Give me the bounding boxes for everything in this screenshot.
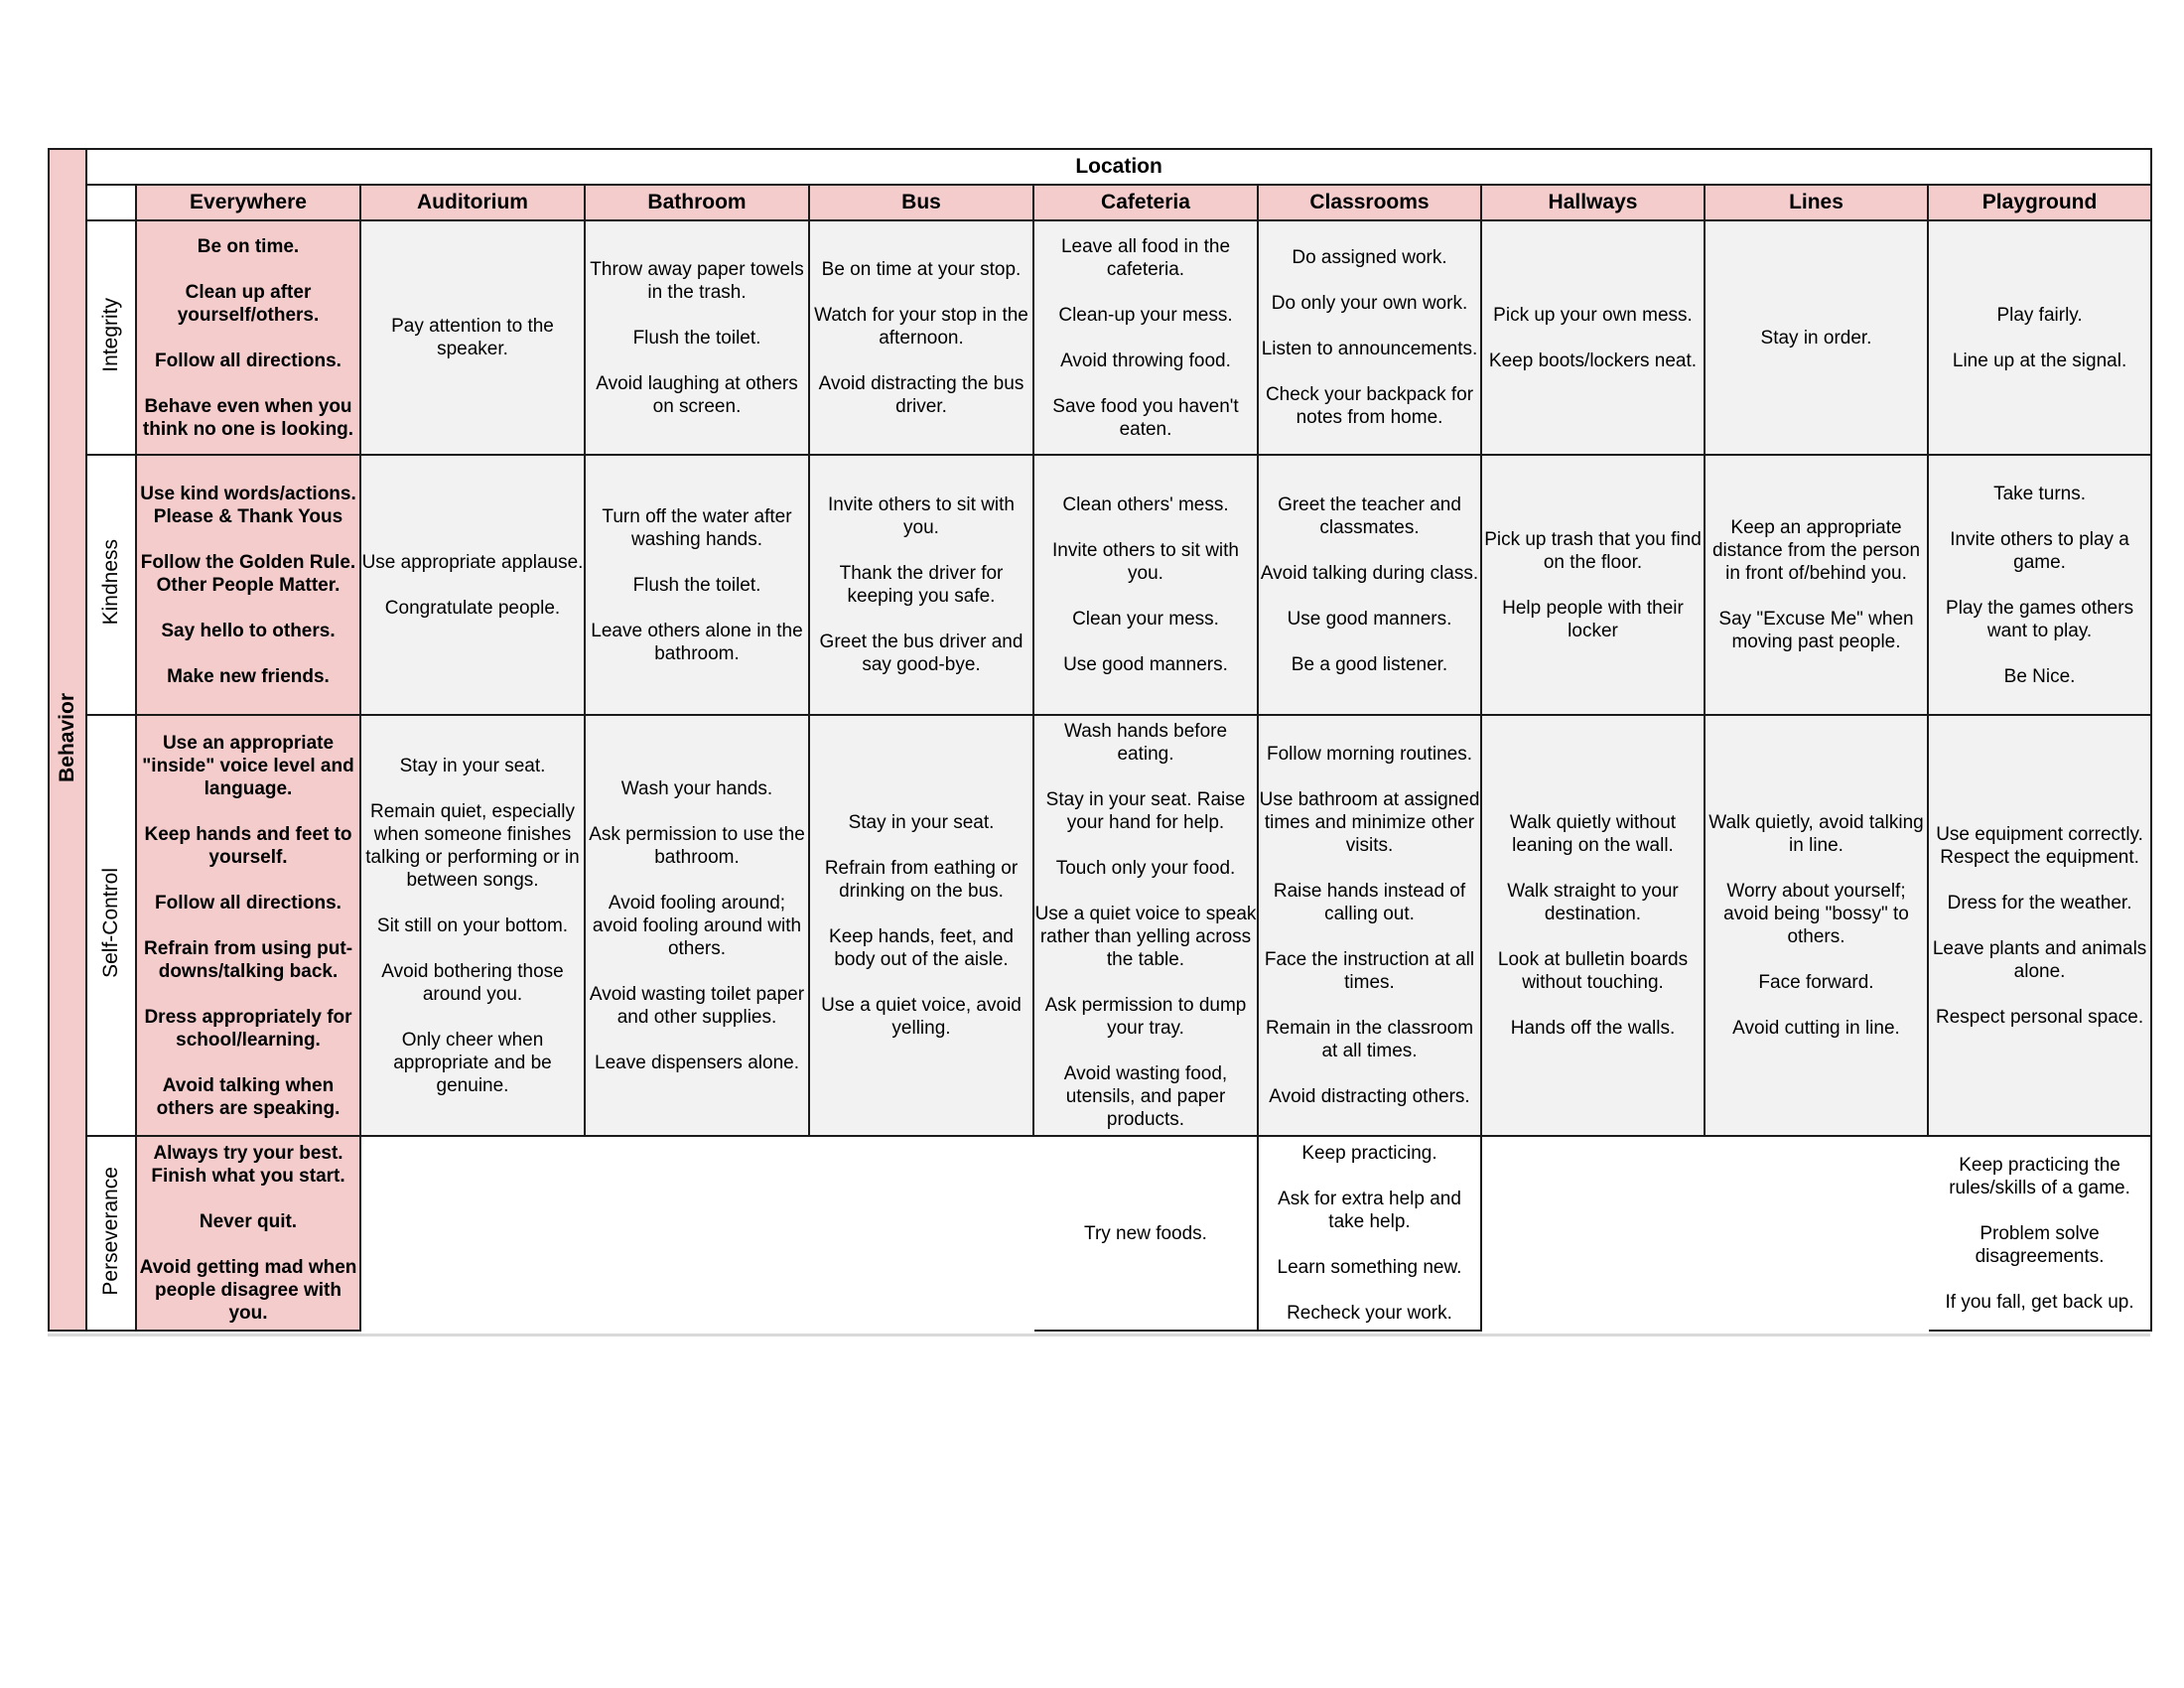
- behavior-side-label: [49, 149, 86, 1331]
- expectation-text: Ask permission to dump your tray.: [1044, 995, 1247, 1039]
- expectation-text: Leave plants and animals alone.: [1932, 937, 2147, 982]
- expectation-text: Hands off the walls.: [1510, 1018, 1676, 1039]
- line-gap: [1929, 869, 2150, 892]
- line-gap: [810, 608, 1032, 631]
- expectation-text: Clean others' mess.: [1062, 494, 1229, 515]
- expectation-text: Invite others to sit with you.: [1052, 540, 1239, 584]
- line-gap: [1706, 948, 1927, 971]
- expectation-text: Follow morning routines.: [1267, 744, 1472, 765]
- line-gap: [1929, 1268, 2150, 1291]
- line-gap: [1929, 574, 2150, 597]
- expectation-text: Follow all directions.: [155, 892, 341, 914]
- expectation-text: Try new foods.: [1084, 1222, 1207, 1244]
- expectation-text: Walk quietly, avoid talking in line.: [1708, 812, 1924, 856]
- line-gap: [1259, 631, 1480, 653]
- expectation-text: Use an appropriate "inside" voice level and language.: [142, 732, 354, 799]
- line-gap: [1706, 585, 1927, 608]
- expectation-text: Raise hands instead of calling out.: [1273, 881, 1466, 924]
- line-gap: [137, 800, 359, 823]
- location-header-everywhere: Everywhere: [136, 185, 360, 220]
- line-gap: [137, 597, 359, 620]
- line-gap: [810, 971, 1032, 994]
- expectation-text: Listen to announcements.: [1261, 339, 1478, 359]
- expectation-text: Pick up trash that you find on the floor.: [1484, 528, 1702, 573]
- behavior-category: [86, 1136, 136, 1331]
- behavior-row-perseverance: [49, 1136, 2151, 1331]
- line-gap: [1259, 1233, 1480, 1256]
- line-gap: [1034, 834, 1257, 857]
- expectation-text: Throw away paper towels in the trash.: [590, 258, 804, 303]
- expectation-text: Face the instruction at all times.: [1264, 949, 1475, 993]
- expectation-cell-playground: [1928, 220, 2151, 455]
- expectation-text: Worry about yourself; avoid being "bossy" to others.: [1723, 881, 1909, 947]
- expectation-text: Stay in your seat.: [399, 755, 546, 776]
- line-gap: [1929, 914, 2150, 937]
- behavior-matrix: [48, 148, 2152, 1332]
- expectation-text: Keep boots/lockers neat.: [1488, 350, 1698, 371]
- line-gap: [137, 642, 359, 665]
- expectation-cell-cafeteria: [1033, 1136, 1258, 1331]
- expectation-text: Flush the toilet.: [632, 327, 761, 349]
- behavior-row-integrity: [49, 220, 2151, 455]
- expectation-text: Always try your best. Finish what you start.: [151, 1143, 345, 1187]
- line-gap: [1259, 315, 1480, 338]
- behavior-category-label: Self-Control: [99, 868, 122, 978]
- expectation-text: Avoid fooling around; avoid fooling around with others.: [592, 892, 802, 959]
- expectation-text: Say hello to others.: [161, 620, 336, 641]
- location-title: Location: [86, 149, 2151, 185]
- expectation-text: Wash your hands.: [620, 777, 773, 799]
- expectation-cell-hallways: [1481, 715, 1705, 1136]
- line-gap: [361, 574, 584, 597]
- behavior-category-label: Perseverance: [99, 1166, 122, 1296]
- location-header-classrooms: Classrooms: [1258, 185, 1481, 220]
- expectation-cell-lines: [1705, 1136, 1928, 1331]
- expectation-text: Avoid wasting food, utensils, and paper products.: [1063, 1063, 1228, 1130]
- expectation-text: Ask for extra help and take help.: [1278, 1189, 1461, 1232]
- expectation-cell-bus: [809, 1136, 1033, 1331]
- expectation-text: Dress appropriately for school/learning.: [144, 1006, 352, 1051]
- line-gap: [810, 539, 1032, 562]
- expectation-text: Keep an appropriate distance from the person in front of/behind you.: [1711, 517, 1921, 584]
- line-gap: [1259, 766, 1480, 788]
- expectation-cell-hallways: [1481, 1136, 1705, 1331]
- line-gap: [586, 551, 808, 574]
- expectation-cell-bathroom: [585, 715, 809, 1136]
- expectation-cell-classrooms: [1258, 715, 1481, 1136]
- expectation-text: Invite others to sit with you.: [828, 494, 1015, 538]
- line-gap: [1482, 925, 1704, 948]
- expectation-cell-everywhere: [136, 455, 360, 715]
- line-gap: [1259, 539, 1480, 562]
- expectation-text: Take turns.: [1993, 483, 2087, 504]
- line-gap: [586, 304, 808, 327]
- line-gap: [586, 869, 808, 892]
- expectation-text: Wash hands before eating.: [1063, 721, 1228, 765]
- expectation-text: Use a quiet voice, avoid yelling.: [821, 995, 1022, 1039]
- expectation-text: Invite others to play a game.: [1950, 528, 2129, 573]
- expectation-text: Stay in order.: [1760, 327, 1872, 349]
- expectation-text: Learn something new.: [1277, 1257, 1462, 1278]
- expectation-text: Avoid throwing food.: [1060, 350, 1231, 371]
- expectation-cell-cafeteria: [1033, 715, 1258, 1136]
- corner-cell: [86, 185, 136, 220]
- expectation-cell-classrooms: [1258, 1136, 1481, 1331]
- expectation-text: Follow all directions.: [155, 350, 341, 371]
- line-gap: [137, 1052, 359, 1074]
- expectation-text: Recheck your work.: [1287, 1303, 1452, 1324]
- expectation-cell-bus: [809, 715, 1033, 1136]
- line-gap: [1259, 360, 1480, 383]
- expectation-text: Do assigned work.: [1292, 247, 1447, 268]
- expectation-text: Be Nice.: [2003, 665, 2076, 687]
- line-gap: [586, 350, 808, 372]
- expectation-text: Walk quietly without leaning on the wall.: [1509, 812, 1677, 856]
- line-gap: [1706, 994, 1927, 1017]
- expectation-text: Use a quiet voice to speak rather than yelling across the table.: [1034, 904, 1257, 970]
- expectation-cell-everywhere: [136, 1136, 360, 1331]
- expectation-cell-everywhere: [136, 220, 360, 455]
- line-gap: [1259, 1165, 1480, 1188]
- expectation-cell-bus: [809, 455, 1033, 715]
- line-gap: [1034, 516, 1257, 539]
- expectation-text: Play fairly.: [1996, 304, 2083, 326]
- line-gap: [1034, 766, 1257, 788]
- expectation-text: Refrain from using put-downs/talking back.: [143, 937, 353, 982]
- expectation-text: Avoid distracting others.: [1269, 1086, 1470, 1107]
- line-gap: [1034, 372, 1257, 395]
- expectation-text: Remain in the classroom at all times.: [1265, 1018, 1474, 1061]
- expectation-text: Clean-up your mess.: [1058, 304, 1233, 326]
- expectation-cell-hallways: [1481, 220, 1705, 455]
- expectation-text: Keep practicing.: [1301, 1143, 1437, 1164]
- line-gap: [586, 1029, 808, 1052]
- expectation-text: Be on time.: [197, 235, 300, 257]
- expectation-cell-bathroom: [585, 1136, 809, 1331]
- expectation-text: Use bathroom at assigned times and minimize other visits.: [1259, 789, 1480, 856]
- expectation-text: Check your backpack for notes from home.: [1265, 384, 1474, 428]
- expectation-text: Behave even when you think no one is looking.: [142, 395, 354, 440]
- expectation-text: Follow the Golden Rule. Other People Matter.: [140, 551, 356, 596]
- expectation-text: Sit still on your bottom.: [376, 914, 569, 936]
- expectation-text: Respect personal space.: [1936, 1006, 2144, 1028]
- expectation-text: Flush the toilet.: [632, 574, 761, 596]
- line-gap: [361, 1006, 584, 1029]
- line-gap: [1706, 857, 1927, 880]
- expectation-text: Leave all food in the cafeteria.: [1060, 235, 1231, 280]
- line-gap: [137, 914, 359, 937]
- expectation-text: Greet the bus driver and say good-bye.: [819, 632, 1024, 675]
- line-gap: [137, 1233, 359, 1256]
- line-gap: [1259, 1062, 1480, 1085]
- line-gap: [137, 983, 359, 1006]
- line-gap: [1259, 857, 1480, 880]
- expectation-text: Face forward.: [1758, 972, 1874, 993]
- expectation-text: Avoid wasting toilet paper and other supplies.: [589, 983, 805, 1028]
- expectation-cell-playground: [1928, 455, 2151, 715]
- expectation-text: Dress for the weather.: [1947, 892, 2132, 914]
- expectation-cell-lines: [1705, 220, 1928, 455]
- line-gap: [1034, 585, 1257, 608]
- line-gap: [1482, 994, 1704, 1017]
- expectation-text: Ask permission to use the bathroom.: [589, 823, 805, 868]
- expectation-cell-bus: [809, 220, 1033, 455]
- behavior-row-kindness: [49, 455, 2151, 715]
- line-gap: [1259, 925, 1480, 948]
- line-gap: [1034, 971, 1257, 994]
- location-header-playground: Playground: [1928, 185, 2151, 220]
- expectation-cell-hallways: [1481, 455, 1705, 715]
- line-gap: [1259, 994, 1480, 1017]
- expectation-text: Leave others alone in the bathroom.: [591, 620, 803, 664]
- expectation-text: Save food you haven't eaten.: [1052, 395, 1239, 440]
- line-gap: [1259, 269, 1480, 292]
- expectation-cell-playground: [1928, 715, 2151, 1136]
- expectation-text: Use appropriate applause.: [361, 551, 584, 573]
- expectation-text: Greet the teacher and classmates.: [1278, 494, 1461, 538]
- line-gap: [361, 892, 584, 914]
- expectation-text: Clean your mess.: [1072, 609, 1219, 630]
- line-gap: [810, 281, 1032, 304]
- expectation-text: Use good manners.: [1063, 654, 1228, 675]
- expectation-text: Keep hands, feet, and body out of the aisle.: [829, 926, 1014, 970]
- behavior-category: [86, 220, 136, 455]
- line-gap: [586, 960, 808, 983]
- line-gap: [1034, 880, 1257, 903]
- expectation-text: Be on time at your stop.: [821, 258, 1022, 280]
- line-gap: [137, 327, 359, 350]
- expectation-text: Avoid bothering those around you.: [381, 960, 564, 1005]
- expectation-text: Avoid talking during class.: [1260, 563, 1479, 584]
- location-header-bus: Bus: [809, 185, 1033, 220]
- expectation-text: Stay in your seat.: [848, 812, 995, 833]
- expectation-text: Turn off the water after washing hands.: [602, 505, 792, 550]
- expectation-text: Use equipment correctly. Respect the equipment.: [1936, 823, 2143, 868]
- line-gap: [137, 258, 359, 281]
- expectation-cell-cafeteria: [1033, 455, 1258, 715]
- expectation-text: Avoid getting mad when people disagree with you.: [139, 1257, 357, 1324]
- expectation-text: Keep hands and feet to yourself.: [144, 823, 352, 868]
- expectation-text: Walk straight to your destination.: [1507, 881, 1679, 924]
- expectation-cell-auditorium: [360, 1136, 585, 1331]
- expectation-text: Clean up after yourself/others.: [177, 281, 320, 326]
- expectation-text: Problem solve disagreements.: [1975, 1222, 2105, 1267]
- behavior-row-self-control: [49, 715, 2151, 1136]
- expectation-cell-classrooms: [1258, 220, 1481, 455]
- expectation-cell-auditorium: [360, 220, 585, 455]
- expectation-text: Stay in your seat. Raise your hand for help.: [1045, 789, 1246, 833]
- expectation-cell-cafeteria: [1033, 220, 1258, 455]
- line-gap: [1929, 505, 2150, 528]
- expectation-text: Play the games others want to play.: [1946, 597, 2134, 641]
- behavior-category-label: Integrity: [99, 298, 122, 372]
- line-gap: [810, 834, 1032, 857]
- behavior-category-label: Kindness: [99, 539, 122, 626]
- expectation-cell-everywhere: [136, 715, 360, 1136]
- expectation-text: Help people with their locker: [1502, 597, 1684, 641]
- line-gap: [810, 903, 1032, 925]
- expectation-text: Avoid talking when others are speaking.: [156, 1074, 341, 1119]
- expectation-cell-lines: [1705, 455, 1928, 715]
- location-header-hallways: Hallways: [1481, 185, 1705, 220]
- expectation-text: Keep practicing the rules/skills of a game.: [1949, 1154, 2130, 1198]
- expectation-text: Avoid distracting the bus driver.: [818, 372, 1024, 417]
- line-gap: [1034, 281, 1257, 304]
- line-gap: [1929, 983, 2150, 1006]
- expectation-text: Use good manners.: [1287, 609, 1452, 630]
- expectation-text: Watch for your stop in the afternoon.: [814, 304, 1028, 349]
- expectation-text: Do only your own work.: [1271, 293, 1468, 314]
- expectation-text: Avoid cutting in line.: [1732, 1018, 1900, 1039]
- location-header-lines: Lines: [1705, 185, 1928, 220]
- expectation-text: If you fall, get back up.: [1945, 1291, 2134, 1313]
- line-gap: [137, 1188, 359, 1210]
- expectation-cell-classrooms: [1258, 455, 1481, 715]
- line-gap: [1929, 327, 2150, 350]
- expectation-cell-auditorium: [360, 455, 585, 715]
- line-gap: [1259, 585, 1480, 608]
- behavior-category: [86, 455, 136, 715]
- line-gap: [1482, 327, 1704, 350]
- expectation-cell-auditorium: [360, 715, 585, 1136]
- expectation-text: Leave dispensers alone.: [595, 1052, 799, 1073]
- expectation-text: Avoid laughing at others on screen.: [596, 372, 798, 417]
- line-gap: [586, 800, 808, 823]
- expectation-cell-lines: [1705, 715, 1928, 1136]
- expectation-text: Touch only your food.: [1055, 858, 1236, 879]
- expectation-text: Say "Excuse Me" when moving past people.: [1718, 609, 1914, 652]
- line-gap: [361, 777, 584, 800]
- line-gap: [1259, 1279, 1480, 1302]
- expectation-text: Look at bulletin boards without touching.: [1497, 949, 1689, 993]
- line-gap: [137, 528, 359, 551]
- expectation-cell-bathroom: [585, 455, 809, 715]
- line-gap: [1034, 327, 1257, 350]
- expectation-text: Line up at the signal.: [1952, 350, 2127, 371]
- expectation-text: Be a good listener.: [1291, 654, 1448, 675]
- behavior-category: [86, 715, 136, 1136]
- expectation-text: Never quit.: [199, 1211, 298, 1232]
- line-gap: [1929, 1199, 2150, 1222]
- expectation-text: Use kind words/actions. Please & Thank Yous: [140, 483, 356, 527]
- expectation-text: Only cheer when appropriate and be genuine.: [393, 1029, 552, 1096]
- expectation-text: Remain quiet, especially when someone finishes talking or performing or in between songs.: [365, 800, 580, 891]
- expectation-text: Pick up your own mess.: [1493, 304, 1693, 326]
- expectation-text: Make new friends.: [167, 665, 330, 687]
- expectation-text: Congratulate people.: [384, 597, 561, 619]
- expectation-text: Pay attention to the speaker.: [391, 316, 554, 359]
- location-header-bathroom: Bathroom: [585, 185, 809, 220]
- bottom-rule: [48, 1334, 2150, 1336]
- location-header-cafeteria: Cafeteria: [1033, 185, 1258, 220]
- line-gap: [1482, 574, 1704, 597]
- line-gap: [810, 350, 1032, 372]
- expectation-cell-bathroom: [585, 220, 809, 455]
- line-gap: [1929, 642, 2150, 665]
- line-gap: [137, 372, 359, 395]
- line-gap: [137, 869, 359, 892]
- behavior-label-text: Behavior: [56, 692, 78, 782]
- expectation-cell-playground: [1928, 1136, 2151, 1331]
- location-header-auditorium: Auditorium: [360, 185, 585, 220]
- expectation-text: Refrain from eathing or drinking on the bus.: [824, 858, 1019, 902]
- line-gap: [1482, 857, 1704, 880]
- line-gap: [1034, 631, 1257, 653]
- expectation-text: Thank the driver for keeping you safe.: [839, 563, 1004, 607]
- line-gap: [586, 597, 808, 620]
- line-gap: [1034, 1040, 1257, 1062]
- line-gap: [361, 937, 584, 960]
